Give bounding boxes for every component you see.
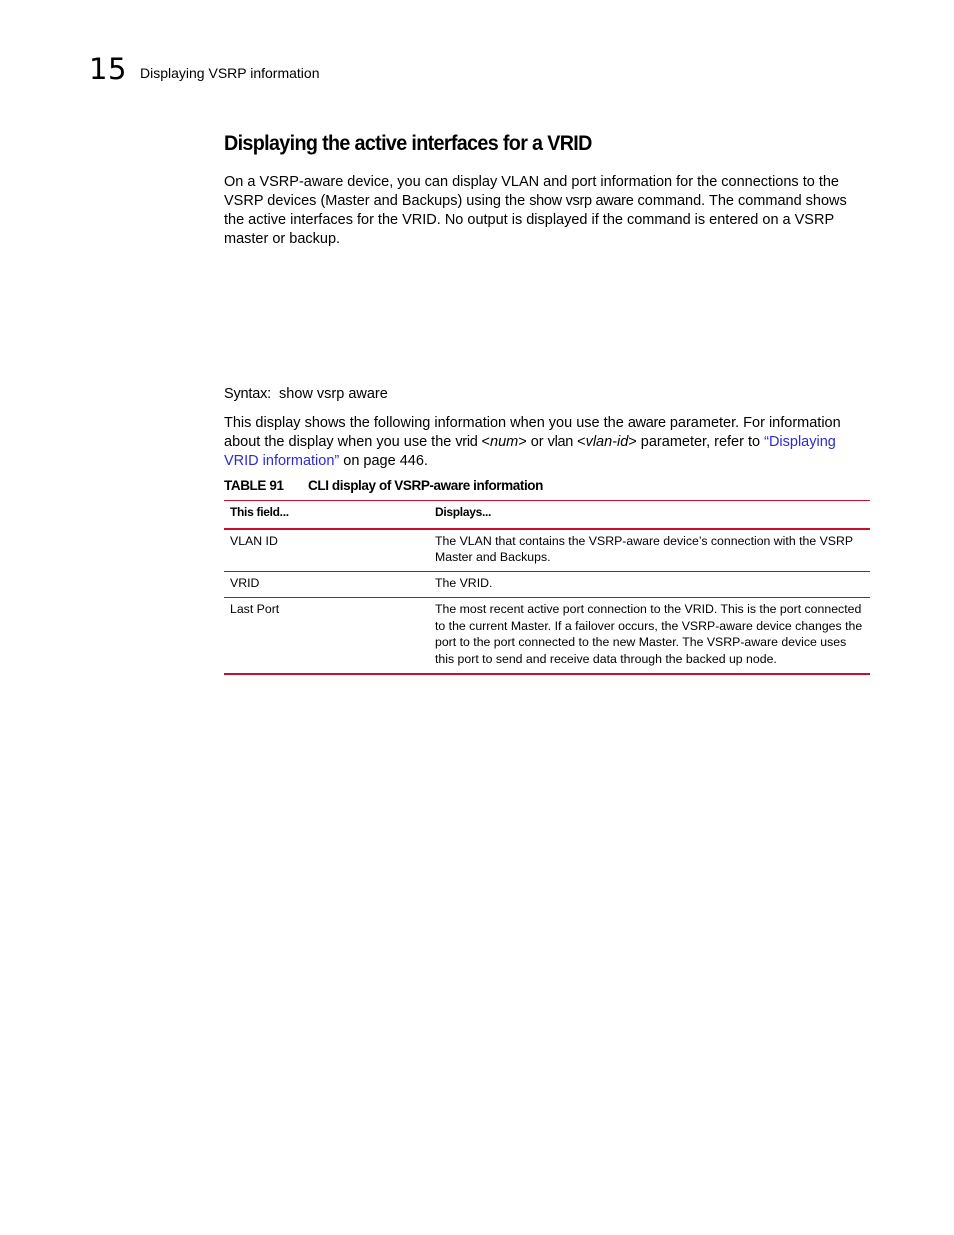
link-displaying-vrid-information[interactable]: “Displaying VRID information” <box>224 434 836 469</box>
arg-vlan-id: vlan-id <box>585 434 629 450</box>
table-row <box>224 572 870 598</box>
table-header-row <box>224 501 870 529</box>
table-caption <box>224 478 870 493</box>
table-title: CLI display of VSRP-aware information <box>308 478 543 493</box>
table-number: TABLE 91 <box>224 478 284 493</box>
arg-num: num <box>490 434 519 450</box>
cell-desc: The most recent active port connection to the VRID. This is the port connected to the current Master. If a failover occurs, the VSRP-aware device changes the port to the port connected to the new Master. The VSRP-aware device uses this port to send and receive data through the backed up node. <box>435 601 863 667</box>
section-title: Displaying the active interfaces for a VRID <box>224 132 592 155</box>
chapter-title: Displaying VSRP information <box>140 65 320 81</box>
chapter-number: 15 <box>89 52 127 86</box>
cell-field: VRID <box>230 576 260 591</box>
vsrp-aware-table <box>224 500 870 675</box>
table-row <box>224 529 870 572</box>
cell-desc: The VRID. <box>435 576 493 591</box>
intro-paragraph: On a VSRP-aware device, you can display VLAN and port information for the connections to the VSRP devices (Master and Backups) using the show vsrp aware command. The command shows the active interfaces for the VRID. No output is displayed if the command is entered on a VSRP master or backup. <box>224 174 847 247</box>
header-displays: Displays... <box>435 505 492 519</box>
cell-field: VLAN ID <box>230 533 278 548</box>
syntax-value: show vsrp aware <box>279 386 388 402</box>
syntax-label: Syntax: <box>224 386 271 402</box>
keyword-vrid: vrid <box>455 434 478 450</box>
command-show-vsrp-aware: show vsrp aware <box>529 193 634 209</box>
cell-desc: The VLAN that contains the VSRP-aware device’s connection with the VSRP Master and Backups. <box>435 533 853 565</box>
description-paragraph: This display shows the following information when you use the aware parameter. For information about the display when you use the vrid <num> or vlan <vlan-id> parameter, refer to “Displaying VRID information” on page 446. <box>224 415 841 469</box>
syntax-line <box>224 386 870 402</box>
header-field: This field... <box>230 505 289 519</box>
keyword-vlan: vlan <box>547 434 574 450</box>
table-row <box>224 597 870 674</box>
cell-field: Last Port <box>230 601 280 616</box>
keyword-aware: aware <box>627 415 666 431</box>
